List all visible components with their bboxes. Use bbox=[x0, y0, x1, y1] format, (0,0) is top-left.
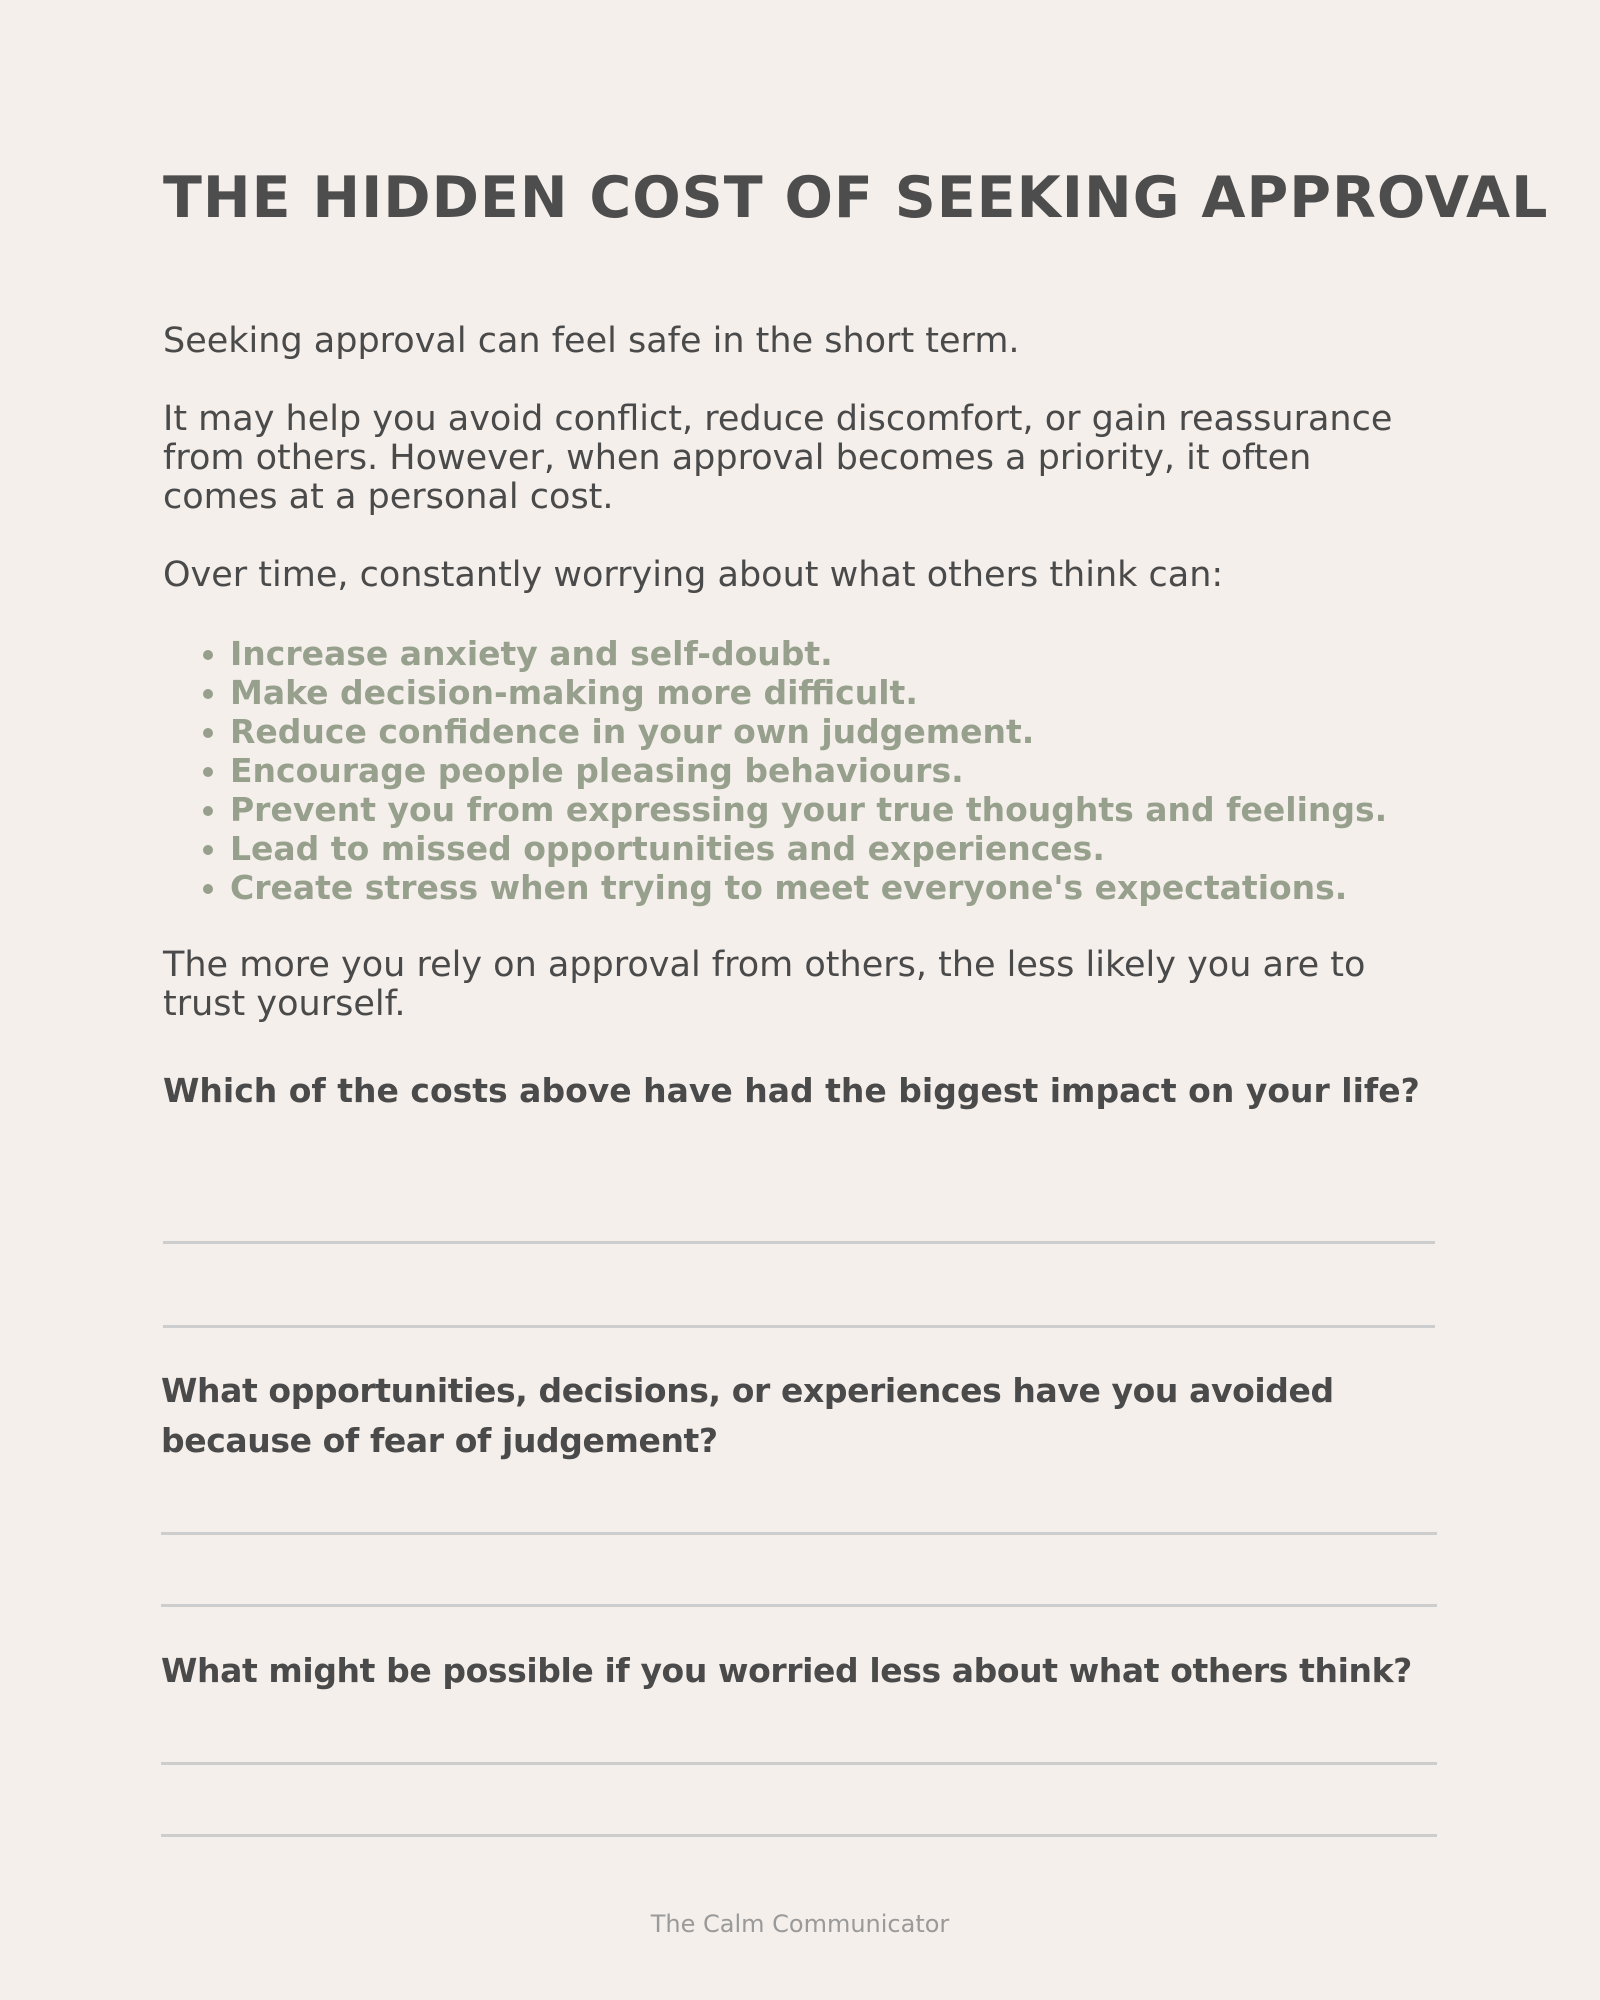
page-title: THE HIDDEN COST OF SEEKING APPROVAL bbox=[163, 165, 1549, 231]
list-item: • Make decision-making more difficult. bbox=[230, 673, 1387, 712]
conclusion-paragraph: The more you rely on approval from others, the less likely you are to trust yourself. bbox=[163, 945, 1366, 1024]
costs-list bbox=[163, 634, 1387, 907]
footer-brand: The Calm Communicator bbox=[650, 1910, 950, 1938]
answer-line[interactable] bbox=[161, 1532, 1437, 1535]
list-item: • Increase anxiety and self-doubt. bbox=[230, 634, 1387, 673]
answer-line[interactable] bbox=[163, 1241, 1435, 1244]
intro-paragraph-2: It may help you avoid conflict, reduce discomfort, or gain reassurance from others. However, when approval becomes a priority, it often comes at a personal cost. bbox=[163, 399, 1393, 517]
answer-line[interactable] bbox=[161, 1834, 1437, 1837]
intro-paragraph-1: Seeking approval can feel safe in the short term. bbox=[163, 321, 1020, 361]
list-item: • Prevent you from expressing your true thoughts and feelings. bbox=[230, 790, 1387, 829]
list-item: • Lead to missed opportunities and experiences. bbox=[230, 829, 1387, 868]
question-3: What might be possible if you worried less about what others think? bbox=[161, 1651, 1412, 1690]
answer-line[interactable] bbox=[161, 1604, 1437, 1607]
list-item: • Reduce confidence in your own judgement. bbox=[230, 712, 1387, 751]
intro-paragraph-3: Over time, constantly worrying about what others think can: bbox=[163, 555, 1224, 595]
answer-line[interactable] bbox=[163, 1325, 1435, 1328]
list-item: • Create stress when trying to meet everyone's expectations. bbox=[230, 868, 1387, 907]
question-2: What opportunities, decisions, or experiences have you avoided because of fear of judgement? bbox=[161, 1371, 1334, 1460]
question-1: Which of the costs above have had the biggest impact on your life? bbox=[163, 1071, 1420, 1110]
answer-line[interactable] bbox=[161, 1762, 1437, 1765]
list-item: • Encourage people pleasing behaviours. bbox=[230, 751, 1387, 790]
